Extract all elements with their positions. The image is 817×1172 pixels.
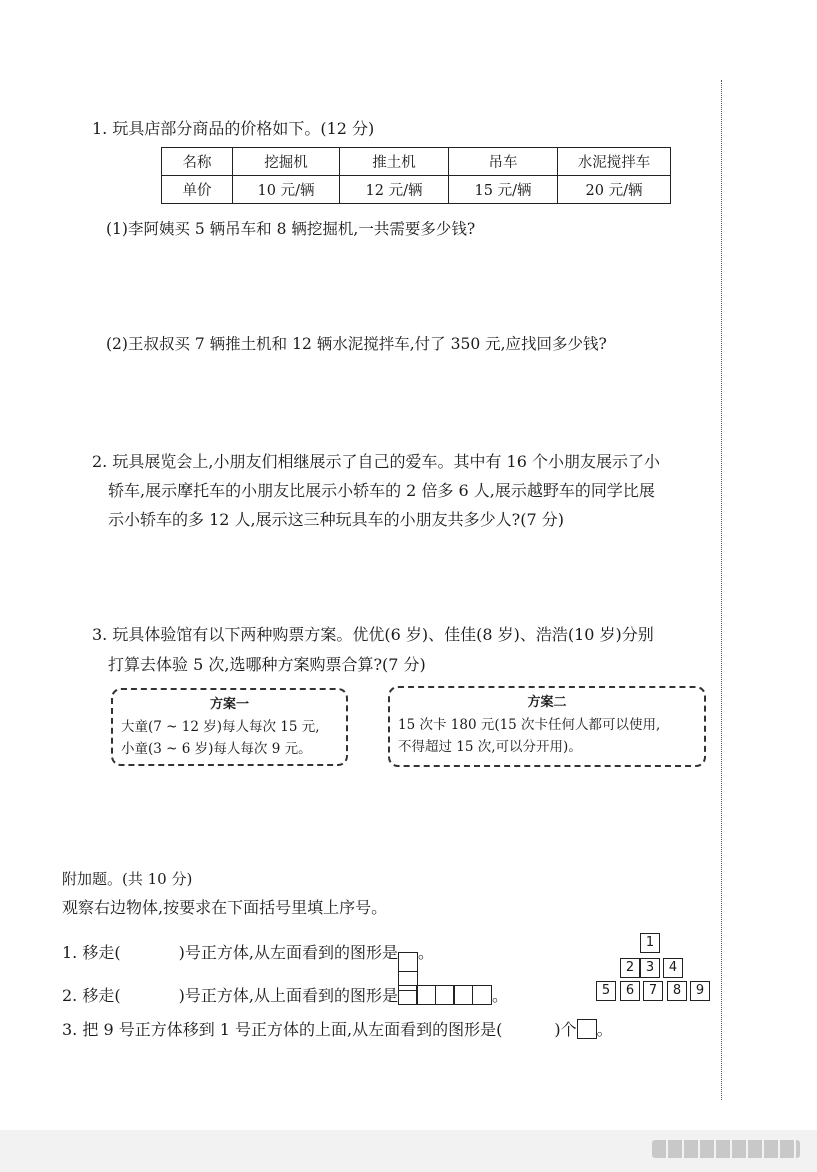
cube-stack-figure — [596, 927, 726, 1007]
square-cell — [398, 952, 418, 972]
q2-line2: 轿车,展示摩托车的小朋友比展示小轿车的 2 倍多 6 人,展示越野车的同学比展 — [108, 481, 655, 500]
item3-end: 。 — [596, 1020, 613, 1039]
square-cell — [453, 985, 473, 1005]
item1-suffix: )号正方体,从左面看到的图形是 — [178, 943, 398, 962]
item3-prefix: 3. 把 9 号正方体移到 1 号正方体的上面,从左面看到的图形是( — [62, 1020, 503, 1039]
cube-8: 8 — [667, 981, 687, 1001]
price-table — [161, 147, 671, 204]
table-row — [162, 176, 671, 204]
cube-2: 2 — [620, 958, 640, 978]
plan-one-box — [111, 688, 348, 766]
table-cell: 15 元/辆 — [449, 176, 558, 204]
table-header-row — [162, 148, 671, 176]
extra-item2 — [62, 985, 508, 1007]
plan-one-title: 方案一 — [209, 697, 249, 712]
item2-suffix: )号正方体,从上面看到的图形是 — [178, 986, 398, 1005]
item3-suffix: )个 — [554, 1020, 577, 1039]
plan-one-line2: 小童(3 ~ 6 岁)每人每次 9 元。 — [121, 741, 312, 757]
square-cell — [416, 985, 436, 1005]
watermark-icon — [652, 1140, 800, 1158]
table-cell: 水泥搅拌车 — [558, 148, 671, 176]
extra-item1 — [62, 942, 434, 991]
square-cell — [398, 985, 418, 1005]
q1-title: 1. 玩具店部分商品的价格如下。(12 分) — [92, 119, 375, 138]
q3-line1: 3. 玩具体验馆有以下两种购票方案。优优(6 岁)、佳佳(8 岁)、浩浩(10 岁)分别 — [92, 625, 654, 644]
square-cell — [435, 985, 455, 1005]
table-cell: 名称 — [162, 148, 233, 176]
table-cell: 20 元/辆 — [558, 176, 671, 204]
cube-1: 1 — [640, 933, 660, 953]
square-cell — [472, 985, 492, 1005]
q2-line1: 2. 玩具展览会上,小朋友们相继展示了自己的爱车。其中有 16 个小朋友展示了小 — [92, 452, 660, 471]
item2-prefix: 2. 移走( — [62, 986, 121, 1005]
cube-9: 9 — [690, 981, 710, 1001]
table-cell: 10 元/辆 — [233, 176, 340, 204]
item2-end: 。 — [491, 986, 508, 1005]
table-cell: 吊车 — [449, 148, 558, 176]
plan-two-line2: 不得超过 15 次,可以分开用)。 — [398, 739, 582, 755]
square-cell — [577, 1019, 597, 1039]
top-view-figure — [398, 985, 492, 1005]
table-cell: 12 元/辆 — [340, 176, 449, 204]
item1-prefix: 1. 移走( — [62, 943, 121, 962]
cube-4: 4 — [663, 958, 683, 978]
item1-end: 。 — [417, 943, 434, 962]
plan-two-box — [388, 686, 706, 767]
plan-two-title: 方案二 — [527, 695, 567, 710]
cube-3: 3 — [640, 958, 660, 978]
q3-line2: 打算去体验 5 次,选哪种方案购票合算?(7 分) — [108, 655, 426, 674]
cube-6: 6 — [620, 981, 640, 1001]
margin-dotted-line — [721, 80, 722, 1100]
extra-item3 — [62, 1019, 613, 1041]
table-cell: 单价 — [162, 176, 233, 204]
table-cell: 推土机 — [340, 148, 449, 176]
q1-sub2: (2)王叔叔买 7 辆推土机和 12 辆水泥搅拌车,付了 350 元,应找回多少钱? — [106, 335, 607, 353]
plan-one-line1: 大童(7 ~ 12 岁)每人每次 15 元, — [121, 719, 320, 735]
q1-sub1: (1)李阿姨买 5 辆吊车和 8 辆挖掘机,一共需要多少钱? — [106, 220, 476, 238]
q2-line3: 示小轿车的多 12 人,展示这三种玩具车的小朋友共多少人?(7 分) — [108, 510, 564, 529]
plan-two-line1: 15 次卡 180 元(15 次卡任何人都可以使用, — [398, 717, 661, 733]
cube-7: 7 — [643, 981, 663, 1001]
extra-title: 附加题。(共 10 分) — [62, 870, 193, 888]
cube-5: 5 — [596, 981, 616, 1001]
extra-instruction: 观察右边物体,按要求在下面括号里填上序号。 — [62, 898, 388, 917]
table-cell: 挖掘机 — [233, 148, 340, 176]
